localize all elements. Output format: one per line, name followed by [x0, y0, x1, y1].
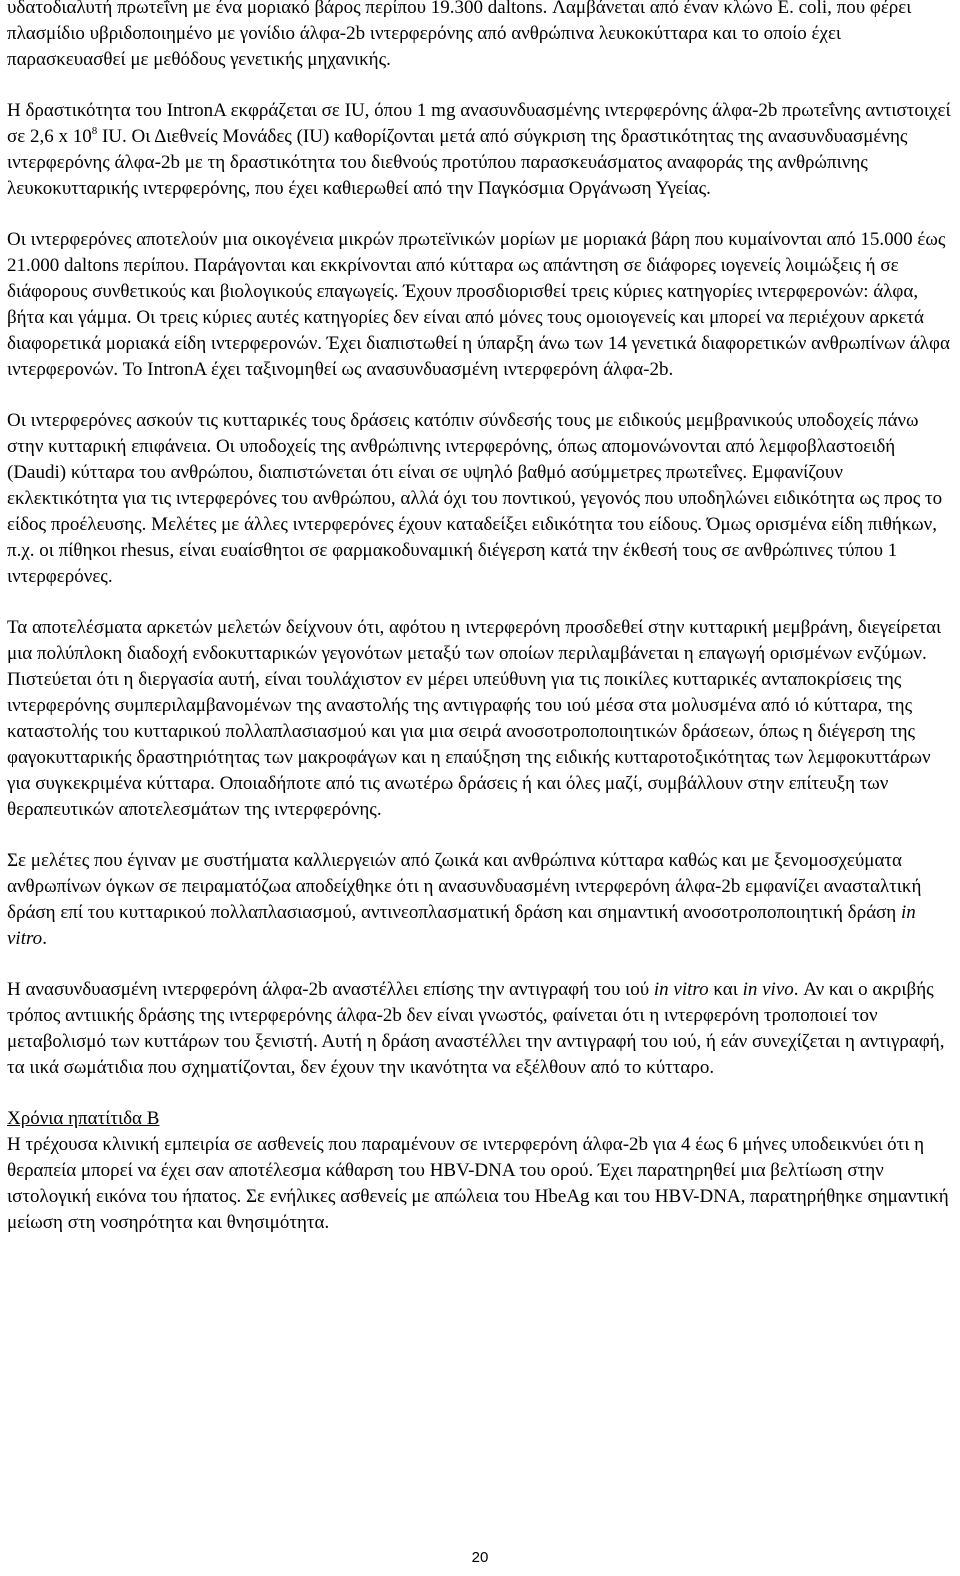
- in-vitro-term: in vitro: [653, 979, 709, 1000]
- paragraph-hepatitis-b: Η τρέχουσα κλινική εμπειρία σε ασθενείς που παραμένουν σε ιντερφερόνη άλφα-2b για 4 έως 6 μήνες υποδεικνύει ότι η θεραπεία μπορεί να έχει σαν αποτέλεσμα κάθαρση του HBV-DNA του ορού. Έχει παρατηρηθεί μια βελτίωση στην ιστολογική εικόνα του ήπατος. Σε ενήλικες ασθενείς με απώλεια του HbeAg και του HBV-DNA, παρατηρήθηκε σημαντική μείωση στη νοσηρότητα και θνησιμότητα.: [7, 1134, 949, 1233]
- antiproliferative-end: .: [42, 928, 47, 949]
- in-vitro-term: in vitro: [7, 902, 916, 949]
- paragraph-interferon-family: Οι ιντερφερόνες αποτελούν μια οικογένεια μικρών πρωτεϊνικών μορίων με μοριακά βάρη που κυμαίνονται από 15.000 έως 21.000 daltons περίπου. Παράγονται και εκκρίνονται από κύτταρα ως απάντηση σε διάφορες ιογενείς λοιμώξεις ή σε διάφορους συνθετικούς και βιολογικούς επαγωγείς. Έχουν προσδιορισθεί τρεις κύριες κατηγορίες ιντερφερονών: άλφα, βήτα και γάμμα. Οι τρεις κύριες αυτές κατηγορίες δεν είναι από μόνες τους ομοιογενείς και μπορεί να περιέχουν αρκετά διαφορετικά μοριακά είδη ιντερφερονών. Έχει διαπιστωθεί η ύπαρξη άνω των 14 γενετικά διαφορετικών ανθρωπίνων άλφα ιντερφερονών. Το IntronA έχει ταξινομηθεί ως ανασυνδυασμένη ιντερφερόνη άλφα-2b.: [7, 229, 950, 380]
- antiviral-text-2: και: [708, 979, 743, 1000]
- paragraph-molecular-weight: υδατοδιαλυτή πρωτεΐνη με ένα μοριακό βάρος περίπου 19.300 daltons. Λαμβάνεται από έναν κλώνο E. coli, που φέρει πλασμίδιο υβριδοποιημένο με γονίδιο άλφα-2b ιντερφερόνης από ανθρώπινα λευκοκύτταρα και το οποίο έχει παρασκευασθεί με μεθόδους γενετικής μηχανικής.: [7, 0, 912, 70]
- antiproliferative-text: Σε μελέτες που έγιναν με συστήματα καλλιεργειών από ζωικά και ανθρώπινα κύτταρα καθώς και με ξενομοσχεύματα ανθρωπίνων όγκων σε πειραματόζωα αποδείχθηκε ότι η ανασυνδυασμένη ιντερφερόνη άλφα-2b εμφανίζει ανασταλτική δράση επί του κυτταρικού πολλαπλασιασμού, αντινεοπλασματική δράση και σημαντική ανοσοτροποποιητική δράση: [7, 850, 922, 923]
- page-number: 20: [471, 1549, 489, 1566]
- in-vivo-term: in vivo: [742, 979, 794, 1000]
- paragraph-cell-receptors: Οι ιντερφερόνες ασκούν τις κυτταρικές τους δράσεις κατόπιν σύνδεσής τους με ειδικούς μεμβρανικούς υποδοχείς πάνω στην κυτταρική επιφάνεια. Οι υποδοχείς της ανθρώπινης ιντερφερόνης, όπως απομονώνονται από λεμφοβλαστοειδή (Daudi) κύτταρα του ανθρώπου, διαπιστώνεται ότι είναι σε υψηλό βαθμό ασύμμετρες πρωτεΐνες. Εμφανίζουν εκλεκτικότητα για τις ιντερφερόνες του ανθρώπου, αλλά όχι του ποντικού, γεγονός που υποδηλώνει ειδικότητα ως προς το είδος προέλευσης. Μελέτες με άλλες ιντερφερόνες έχουν καταδείξει ειδικότητα του είδους. Όμως ορισμένα είδη πιθήκων, π.χ. οι πίθηκοι rhesus, είναι ευαίσθητοι σε φαρμακοδυναμική διέγερση κατά την έκθεσή τους σε ανθρώπινες τύπου 1 ιντερφερόνες.: [7, 410, 943, 587]
- document-page: [7, 0, 951, 1236]
- activity-text-after-exponent: IU. Οι Διεθνείς Μονάδες (IU) καθορίζονται μετά από σύγκριση της δραστικότητας της ανασυνδυασμένης ιντερφερόνης άλφα-2b με τη δραστικότητα του διεθνούς προτύπου παρασκευάσματος αναφοράς της ανθρώπινης λευκοκυτταρικής ιντερφερόνης, που έχει καθιερωθεί από την Παγκόσμια Οργάνωση Υγείας.: [7, 126, 908, 199]
- activity-text-before-exponent: Η δραστικότητα του IntronA εκφράζεται σε IU, όπου 1 mg ανασυνδυασμένης ιντερφερόνης άλφα-2b πρωτεΐνης αντιστοιχεί σε 2,6 x 10: [7, 100, 951, 147]
- exponent: 8: [91, 125, 98, 137]
- paragraph-antiproliferative: [7, 848, 951, 952]
- section-heading-hepatitis-b: Χρόνια ηπατίτιδα B: [7, 1108, 160, 1129]
- paragraph-antiviral: [7, 977, 951, 1081]
- antiviral-text-1: Η ανασυνδυασμένη ιντερφερόνη άλφα-2b αναστέλλει επίσης την αντιγραφή του ιού: [7, 979, 654, 1000]
- antiviral-text-3: . Αν και ο ακριβής τρόπος αντιιικής δράσης της ιντερφερόνης άλφα-2b δεν είναι γνωστός, φαίνεται ότι η ιντερφερόνη τροποποιεί τον μεταβολισμό των κυττάρων του ξενιστή. Αυτή η δράση αναστέλλει την αντιγραφή του ιού, ή εάν συνεχίζεται η αντιγραφή, τα ιικά σωμάτιδια που σχηματίζονται, δεν έχουν την ικανότητα να εξέλθουν από το κύτταρο.: [7, 979, 945, 1078]
- paragraph-activity-units: [7, 98, 951, 202]
- paragraph-intracellular-effects: Τα αποτελέσματα αρκετών μελετών δείχνουν ότι, αφότου η ιντερφερόνη προσδεθεί στην κυτταρική μεμβράνη, διεγείρεται μια πολύπλοκη διαδοχή ενδοκυτταρικών γεγονότων μεταξύ των οποίων περιλαμβάνεται η επαγωγή ορισμένων ενζύμων. Πιστεύεται ότι η διεργασία αυτή, είναι τουλάχιστον εν μέρει υπεύθυνη για τις ποικίλες κυτταρικές ανταποκρίσεις της ιντερφερόνης συμπεριλαμβανομένων της αναστολής της αντιγραφής του ιού μέσα στα μολυσμένα από ιό κύτταρα, της καταστολής του κυτταρικού πολλαπλασιασμού και για μια σειρά ανοσοτροποποιητικών δράσεων, όπως η διέγερση της φαγοκυτταρικής δραστηριότητας των μακροφάγων και η επαύξηση της ειδικής κυτταροτοξικότητας των λεμφοκυττάρων για συγκεκριμένα κύτταρα. Οποιαδήποτε από τις ανωτέρω δράσεις ή και όλες μαζί, συμβάλλουν στην επίτευξη των θεραπευτικών αποτελεσμάτων της ιντερφερόνης.: [7, 617, 942, 820]
